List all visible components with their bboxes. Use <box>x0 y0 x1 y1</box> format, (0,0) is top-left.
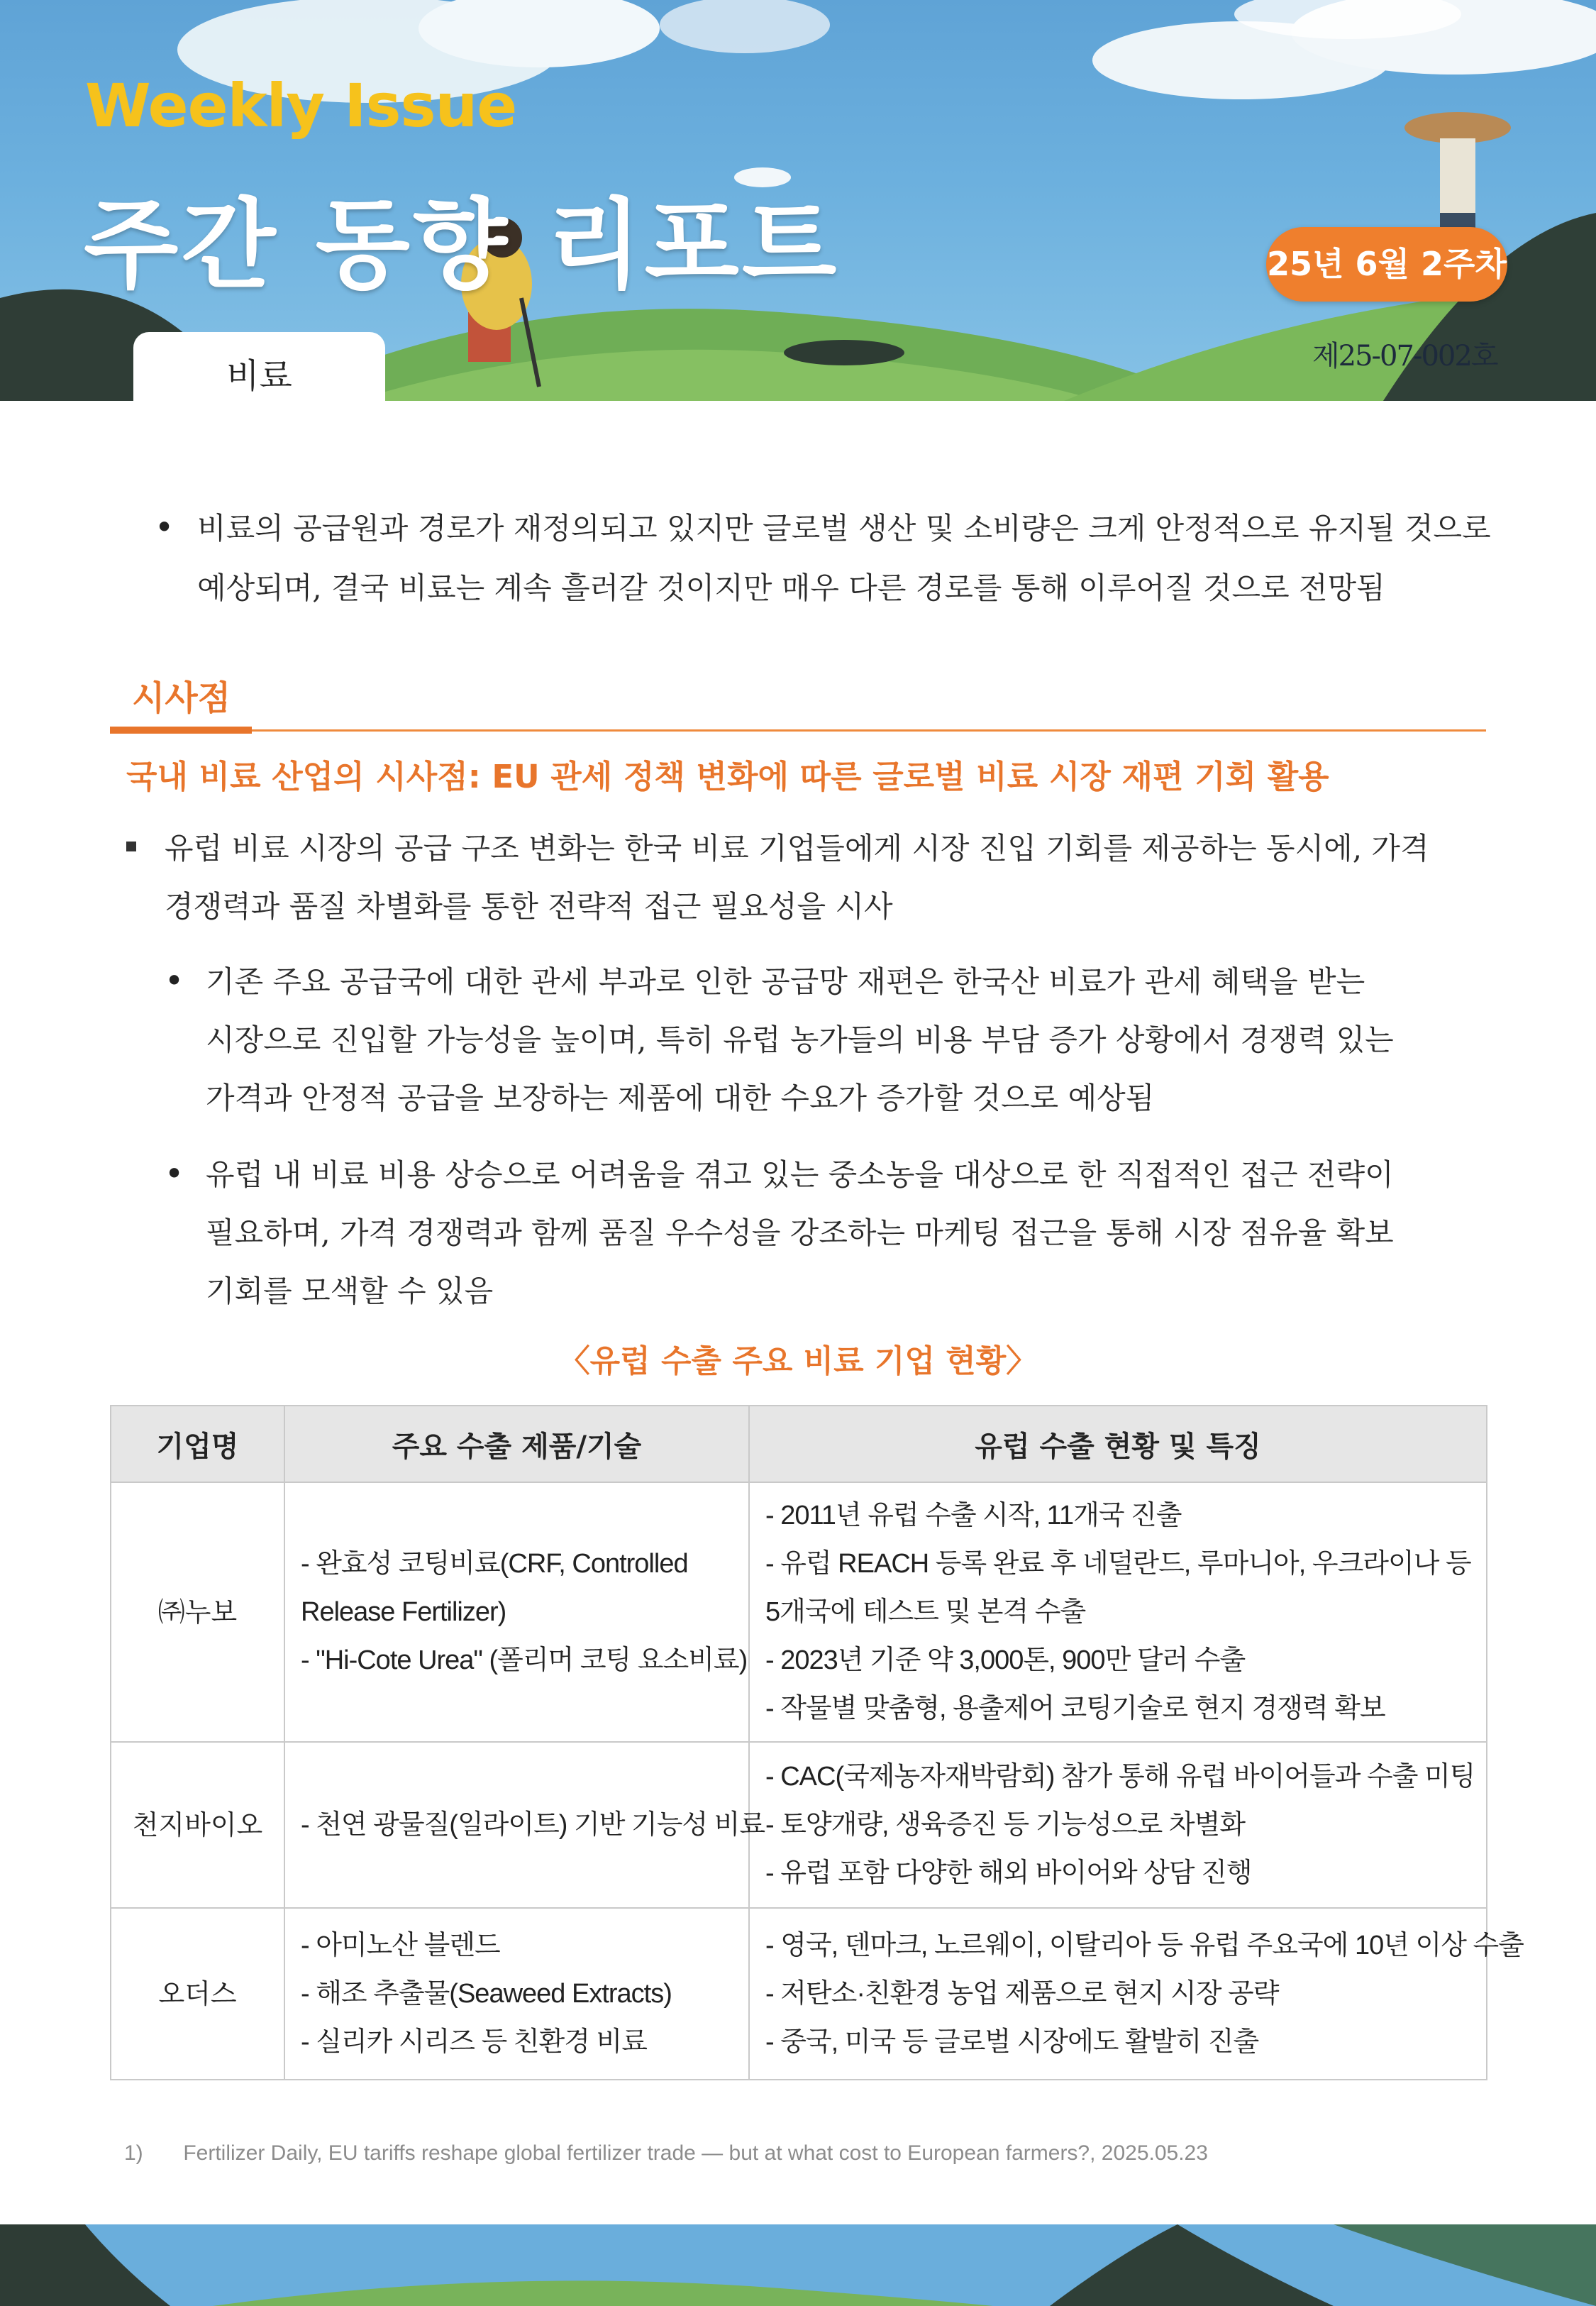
table-row <box>111 1908 1487 2080</box>
products-cell <box>284 1742 765 1908</box>
cell-line: - 2023년 기준 약 3,000톤, 900만 달러 수출 <box>765 1645 1246 1675</box>
company-name: 오더스 <box>111 1908 284 2080</box>
sub-point-line: 가격과 안정적 공급을 보장하는 제품에 대한 수요가 증가할 것으로 예상됨 <box>206 1081 1155 1115</box>
main-point-paragraph <box>165 820 1484 936</box>
section-subheading: 국내 비료 산업의 시사점: EU 관세 정책 변화에 따른 글로벌 비료 시장 재편 기회 활용 <box>126 758 1329 795</box>
cell-line: - 2011년 유럽 수출 시작, 11개국 진출 <box>765 1501 1182 1530</box>
cell-line: - 아미노산 블렌드 <box>301 1931 500 1960</box>
intro-paragraph <box>197 499 1491 618</box>
sub-point-paragraph <box>206 953 1483 1127</box>
footnote-number: 1) <box>124 2141 143 2165</box>
cell-line: - CAC(국제농자재박람회) 참가 통해 유럽 바이어들과 수출 미팅 <box>765 1762 1475 1792</box>
sub-point-paragraph <box>206 1146 1483 1320</box>
intro-line: 예상되며, 결국 비료는 계속 흘러갈 것이지만 매우 다른 경로를 통해 이루어질 것으로 전망됨 <box>197 570 1385 605</box>
footnote-text: Fertilizer Daily, EU tariffs reshape global fertilizer trade — but at what cost to European farmers?, 2025.05.23 <box>183 2141 1208 2165</box>
bullet-dot-icon: • <box>165 961 184 1000</box>
footer-illustration <box>0 2224 1596 2306</box>
cell-line: - 실리카 시리즈 등 친환경 비료 <box>301 2027 647 2057</box>
cell-line: - 천연 광물질(일라이트) 기반 기능성 비료 <box>301 1810 765 1840</box>
cell-line: Release Fertilizer) <box>301 1597 506 1627</box>
products-cell <box>284 1482 749 1742</box>
footnote <box>124 2141 1208 2166</box>
status-cell <box>749 1482 1487 1742</box>
square-bullet-icon <box>126 842 136 851</box>
week-badge: 25년 6월 2주차 <box>1266 227 1507 302</box>
sub-point-line: 필요하며, 가격 경쟁력과 함께 품질 우수성을 강조하는 마케팅 접근을 통해 시장 점유율 확보 <box>206 1215 1394 1250</box>
cell-line: - 영국, 덴마크, 노르웨이, 이탈리아 등 유럽 주요국에 10년 이상 수출 <box>765 1931 1524 1960</box>
footer-banner <box>0 2224 1596 2306</box>
sub-point-line: 유럽 내 비료 비용 상승으로 어려움을 겪고 있는 중소농을 대상으로 한 직접적인 접근 전략이 <box>206 1157 1394 1192</box>
table-caption: 〈유럽 수출 주요 비료 기업 현황〉 <box>558 1343 1038 1379</box>
bullet-dot-icon: • <box>165 1154 184 1193</box>
cell-line: - 중국, 미국 등 글로벌 시장에도 활발히 진출 <box>765 2027 1259 2057</box>
section-divider <box>110 729 1486 732</box>
company-name: 천지바이오 <box>111 1742 284 1908</box>
section-divider-accent <box>110 727 252 734</box>
header-banner <box>0 0 1596 401</box>
products-cell <box>284 1908 749 2080</box>
header-company: 기업명 <box>111 1406 284 1482</box>
table-header-row <box>111 1406 1487 1482</box>
report-title: 주간 동향 리포트 <box>84 188 840 302</box>
cell-line: - 완효성 코팅비료(CRF, Controlled <box>301 1549 688 1579</box>
cell-line: - "Hi-Cote Urea" (폴리머 코팅 요소비료) <box>301 1645 748 1675</box>
company-name: ㈜누보 <box>111 1482 284 1742</box>
sub-point-line: 기회를 모색할 수 있음 <box>206 1274 494 1308</box>
cell-line: - 유럽 포함 다양한 해외 바이어와 상담 진행 <box>765 1858 1252 1888</box>
table-row <box>111 1742 1487 1908</box>
bullet-dot-icon: • <box>155 508 174 546</box>
cell-line: - 토양개량, 생육증진 등 기능성으로 차별화 <box>765 1810 1246 1840</box>
category-tab: 비료 <box>133 332 385 401</box>
status-cell <box>749 1908 1524 2080</box>
company-table <box>110 1405 1524 2080</box>
header-status: 유럽 수출 현황 및 특징 <box>749 1406 1487 1482</box>
cell-line: - 저탄소·친환경 농업 제품으로 현지 시장 공략 <box>765 1979 1279 2009</box>
sub-point-line: 기존 주요 공급국에 대한 관세 부과로 인한 공급망 재편은 한국산 비료가 관세 혜택을 받는 <box>206 964 1365 999</box>
cell-line: - 유럽 REACH 등록 완료 후 네덜란드, 루마니아, 우크라이나 등 <box>765 1549 1471 1579</box>
main-point-line: 경쟁력과 품질 차별화를 통한 전략적 접근 필요성을 시사 <box>165 889 893 924</box>
table-row <box>111 1482 1487 1742</box>
header-products: 주요 수출 제품/기술 <box>284 1406 749 1482</box>
cell-line: - 작물별 맞춤형, 용출제어 코팅기술로 현지 경쟁력 확보 <box>765 1694 1385 1723</box>
cell-line: - 해조 추출물(Seaweed Extracts) <box>301 1979 672 2009</box>
status-cell <box>749 1742 1487 1908</box>
sub-point-line: 시장으로 진입할 가능성을 높이며, 특히 유럽 농가들의 비용 부담 증가 상황에서 경쟁력 있는 <box>206 1022 1394 1057</box>
issue-number: 제25-07-002호 <box>1312 340 1497 373</box>
cell-line: 5개국에 테스트 및 본격 수출 <box>765 1597 1086 1627</box>
section-heading: 시사점 <box>132 678 231 718</box>
main-point-line: 유럽 비료 시장의 공급 구조 변화는 한국 비료 기업들에게 시장 진입 기회를 제공하는 동시에, 가격 <box>165 831 1429 866</box>
intro-line: 비료의 공급원과 경로가 재정의되고 있지만 글로벌 생산 및 소비량은 크게 안정적으로 유지될 것으로 <box>197 511 1491 546</box>
weekly-issue-label: Weekly Issue <box>85 71 517 140</box>
